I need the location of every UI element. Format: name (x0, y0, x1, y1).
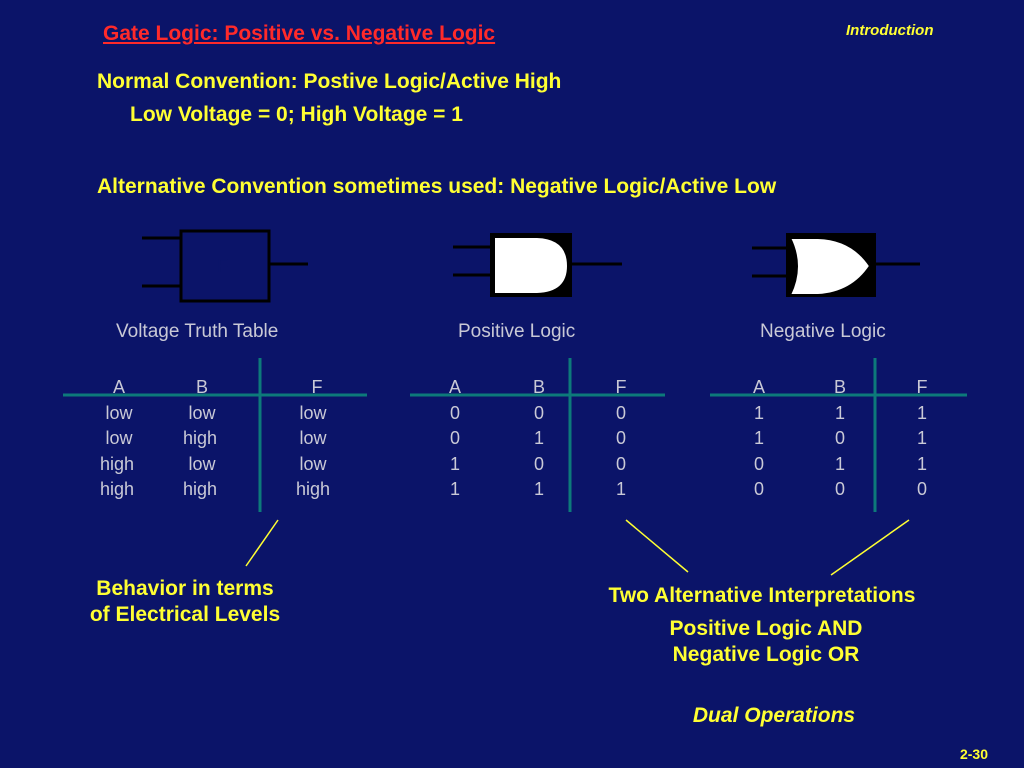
gate-label: F (217, 256, 228, 276)
interpretations-heading: Two Alternative Interpretations (608, 584, 916, 607)
table-cell: 0 (753, 453, 764, 474)
table-header: B (195, 377, 208, 397)
table-cell: low (105, 428, 133, 448)
table-cell: low (188, 402, 216, 423)
table-cell: 0 (615, 402, 626, 423)
table-cell: low (299, 453, 327, 474)
table-cell: low (299, 428, 327, 448)
table-cell: 1 (916, 428, 927, 448)
table-header: A (448, 377, 461, 397)
table-cell: 0 (753, 479, 764, 499)
table-cell: 0 (449, 402, 460, 423)
table-cell: 1 (449, 453, 460, 474)
table-cell: 1 (449, 479, 460, 499)
positive-table-caption: Positive Logic (458, 321, 576, 342)
note-line: Behavior in terms (96, 577, 274, 600)
table-cell: 1 (615, 479, 626, 499)
voltage-levels-line: Low Voltage = 0; High Voltage = 1 (130, 103, 463, 126)
table-cell: 1 (533, 428, 544, 448)
table-cell: high (182, 428, 218, 448)
table-cell: low (105, 402, 133, 423)
table-cell: high (99, 479, 135, 499)
or-gate-icon (752, 233, 920, 297)
table-cell: 0 (533, 453, 544, 474)
table-header: A (752, 377, 765, 397)
note-line: Negative Logic OR (672, 643, 860, 666)
slide-title: Gate Logic: Positive vs. Negative Logic (103, 22, 496, 45)
callout-lines (246, 520, 909, 575)
table-cell: high (182, 479, 218, 499)
table-cell: 1 (753, 402, 764, 423)
table-header: F (916, 377, 928, 397)
table-header: F (615, 377, 627, 397)
table-cell: 0 (834, 479, 845, 499)
table-cell: 0 (916, 479, 927, 499)
table-cell: 0 (615, 428, 626, 448)
alternative-convention-line: Alternative Convention sometimes used: Negative Logic/Active Low (97, 175, 777, 198)
electrical-levels-note (60, 576, 310, 628)
table-cell: low (188, 453, 216, 474)
table-cell: 0 (449, 428, 460, 448)
voltage-table-caption: Voltage Truth Table (116, 321, 279, 342)
table-cell: 1 (916, 402, 927, 423)
interpretations-note (566, 616, 966, 668)
note-line: Positive Logic AND (669, 617, 863, 640)
table-header: B (532, 377, 545, 397)
negative-table-caption: Negative Logic (760, 321, 886, 342)
note-line: of Electrical Levels (89, 603, 281, 626)
page-number: 2-30 (959, 746, 988, 762)
table-header: A (112, 377, 125, 397)
table-cell: 0 (533, 402, 544, 423)
table-cell: 0 (615, 453, 626, 474)
table-header: F (311, 377, 323, 397)
table-cell: 1 (834, 402, 845, 423)
table-cell: high (295, 479, 331, 499)
section-label: Introduction (846, 22, 934, 39)
and-gate-icon (453, 233, 622, 297)
table-cell: 1 (834, 453, 845, 474)
table-cell: 1 (916, 453, 927, 474)
table-cell: 0 (834, 428, 845, 448)
normal-convention-line: Normal Convention: Postive Logic/Active High (97, 70, 562, 93)
table-cell: high (99, 453, 135, 474)
table-header: B (833, 377, 846, 397)
table-cell: 1 (533, 479, 544, 499)
table-cell: 1 (753, 428, 764, 448)
dual-operations-note: Dual Operations (692, 704, 856, 727)
table-cell: low (299, 402, 327, 423)
